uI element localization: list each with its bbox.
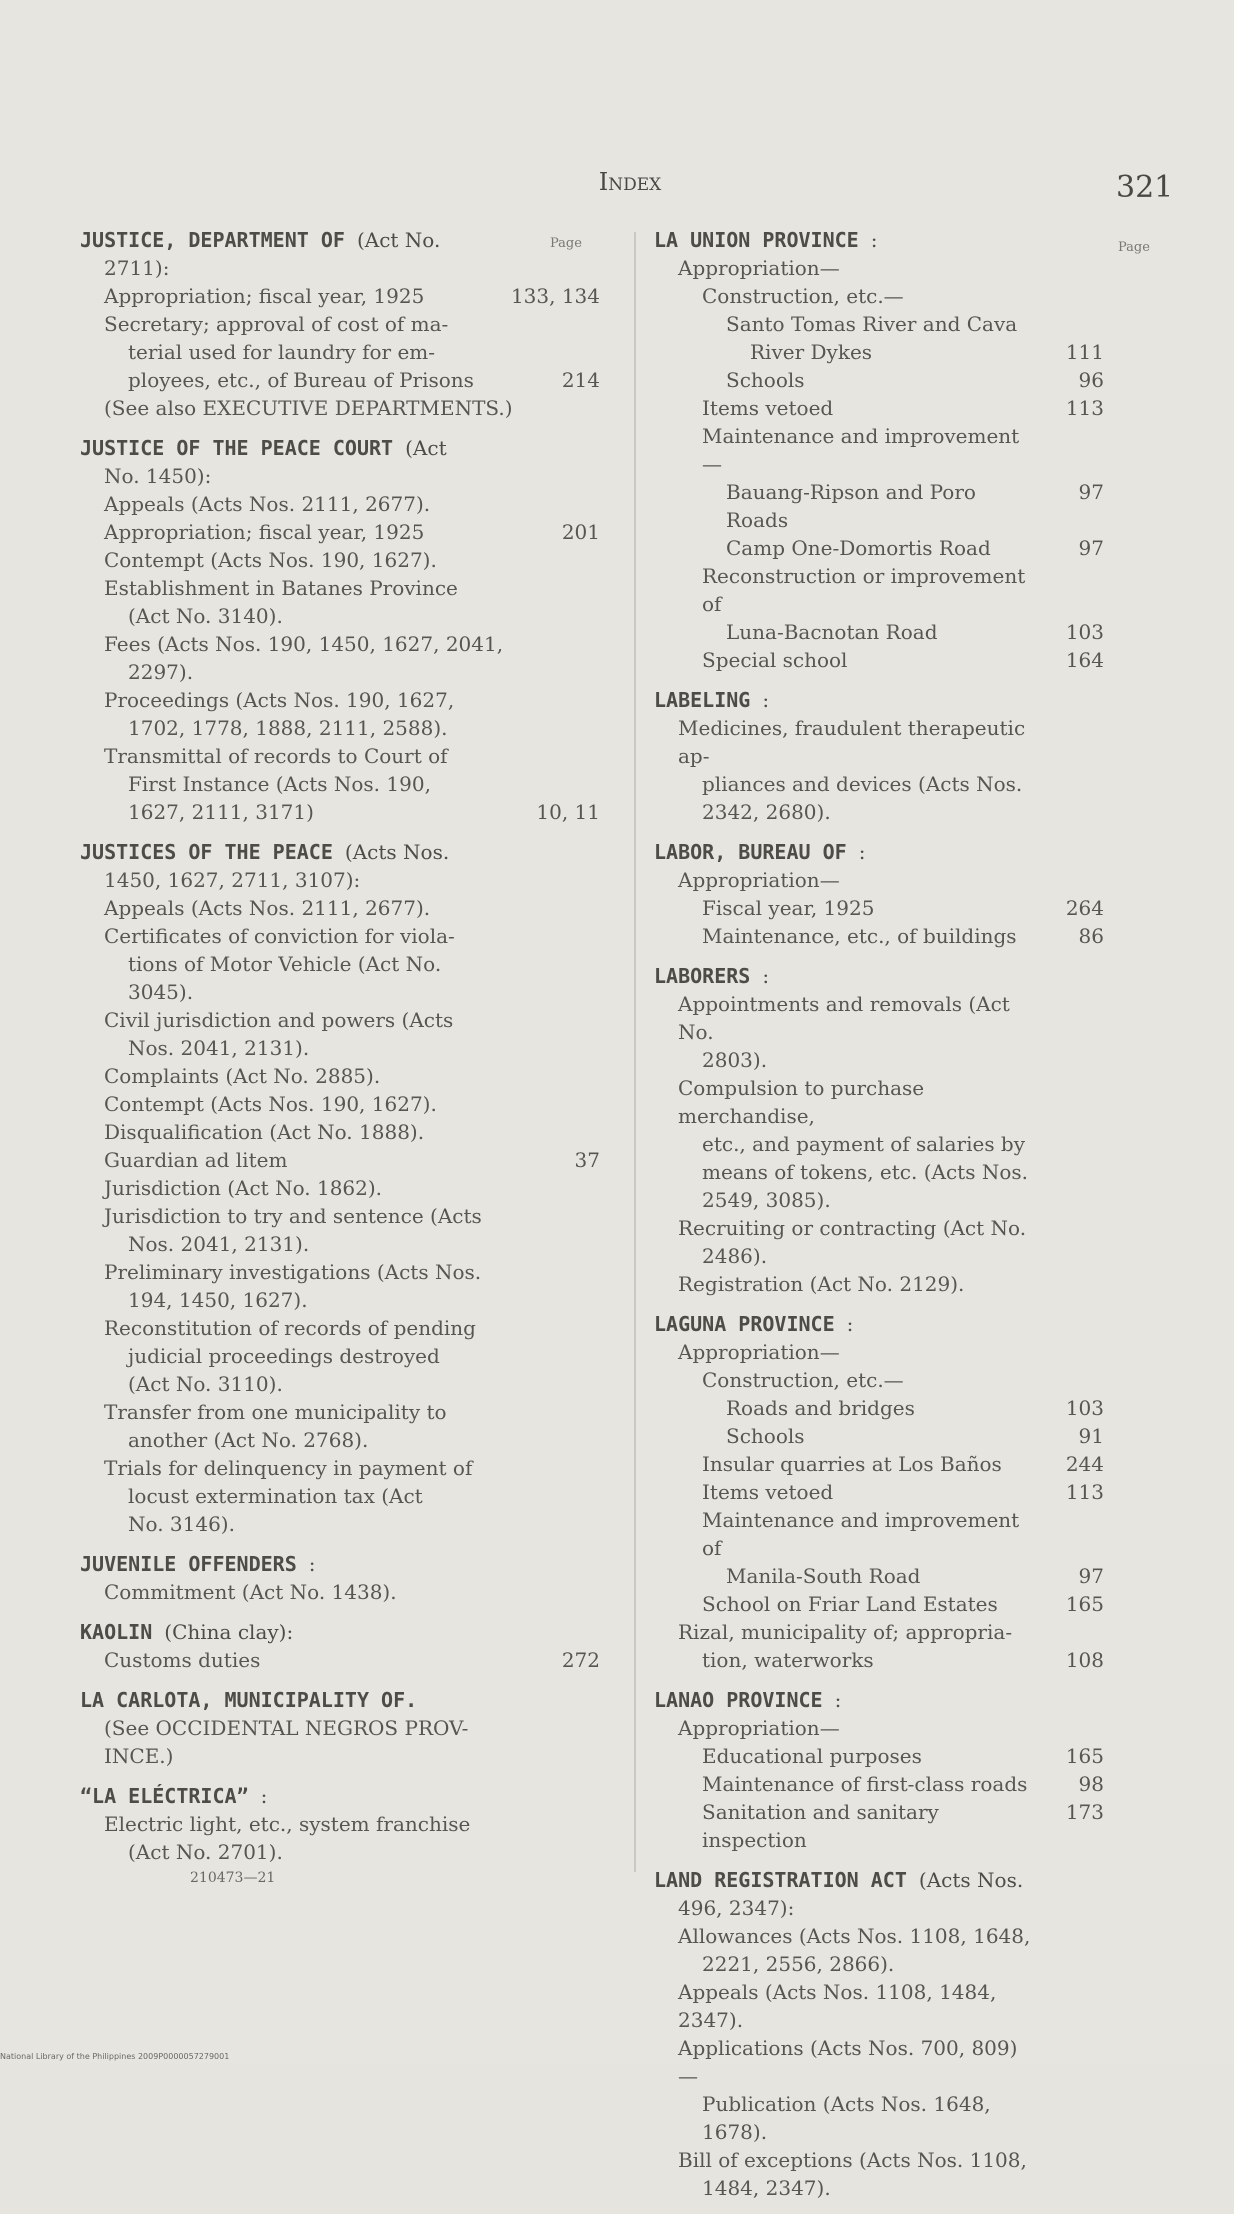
entry-page-ref: 97 <box>1078 480 1104 504</box>
entry-line-text: Transmittal of records to Court of <box>104 744 448 768</box>
entry-line-text: Appropriation— <box>678 1340 840 1364</box>
entry-page-ref: 98 <box>1078 1772 1104 1796</box>
entry-heading <box>80 1550 600 1578</box>
entry-line-text: Civil jurisdiction and powers (Acts <box>104 1008 454 1032</box>
entry-page-ref: 111 <box>1065 340 1104 364</box>
entry-heading <box>80 226 600 254</box>
entry-line-text: Allowances (Acts Nos. 1108, 1648, <box>678 1924 1031 1948</box>
entry-line <box>80 1646 600 1674</box>
entry-line <box>654 1074 1104 1130</box>
entry-line-text: Appropriation; fiscal year, 1925 <box>104 284 425 308</box>
entry-line <box>80 798 600 826</box>
entry-line-text: Jurisdiction to try and sentence (Acts <box>104 1204 482 1228</box>
entry-line <box>654 534 1104 562</box>
entry-line <box>80 922 600 950</box>
entry-page-ref: 91 <box>1078 1424 1104 1448</box>
entry-page-ref: 133, 134 <box>510 284 600 308</box>
entry-line-text: Appropriation— <box>678 1716 840 1740</box>
entry-line <box>80 1838 600 1866</box>
index-entry <box>80 226 600 422</box>
entry-line <box>654 1478 1104 1506</box>
entry-page-ref: 10, 11 <box>536 800 600 824</box>
entry-line <box>654 2146 1104 2174</box>
entry-heading-rest: : <box>846 1312 854 1336</box>
page-number: 321 <box>1116 170 1174 205</box>
entry-line <box>80 950 600 978</box>
entry-line <box>654 866 1104 894</box>
entry-heading-rest: (Acts Nos. <box>918 1868 1024 1892</box>
entry-line <box>654 618 1104 646</box>
entry-line <box>80 1286 600 1314</box>
index-entry <box>654 226 1104 674</box>
entry-line-text: Bill of exceptions (Acts Nos. 1108, <box>678 2148 1027 2172</box>
entry-line-text: judicial proceedings destroyed <box>128 1344 440 1368</box>
entry-line-text: 2549, 3085). <box>702 1188 831 1212</box>
entry-line-text: Camp One-Domortis Road <box>726 536 991 560</box>
entry-heading-text: KAOLIN <box>80 1620 153 1644</box>
entry-line-text: 2486). <box>702 1244 768 1268</box>
entry-line-text: Construction, etc.— <box>702 1368 904 1392</box>
entry-line-text: (Act No. 2701). <box>128 1840 283 1864</box>
entry-line-text: Appeals (Acts Nos. 1108, 1484, 2347). <box>678 1980 997 2032</box>
entry-line <box>80 1174 600 1202</box>
right-column <box>654 226 1104 2214</box>
entry-line <box>654 646 1104 674</box>
entry-heading-rest: (Acts Nos. <box>344 840 450 864</box>
entry-page-ref: 86 <box>1078 924 1104 948</box>
entry-line <box>654 1506 1104 1562</box>
entry-line-text: Transfer from one municipality to <box>104 1400 447 1424</box>
entry-line <box>80 978 600 1006</box>
entry-line-text: (See also EXECUTIVE DEPARTMENTS.) <box>104 396 513 420</box>
entry-line-text: Schools <box>726 1424 805 1448</box>
entry-heading <box>80 1686 600 1714</box>
entry-line <box>80 1810 600 1838</box>
entry-line-text: Bauang-Ripson and Poro Roads <box>726 480 976 532</box>
right-page-label: Page <box>1118 240 1150 255</box>
entry-line-text: Secretary; approval of cost of ma- <box>104 312 449 336</box>
entry-line <box>80 1034 600 1062</box>
entry-line-text: 194, 1450, 1627). <box>128 1288 308 1312</box>
entry-line <box>654 254 1104 282</box>
entry-line-text: Preliminary investigations (Acts Nos. <box>104 1260 482 1284</box>
entry-line <box>80 1118 600 1146</box>
entry-line <box>80 770 600 798</box>
entry-line <box>654 990 1104 1046</box>
entry-line <box>80 658 600 686</box>
entry-line-text: Maintenance, etc., of buildings <box>702 924 1017 948</box>
entry-line-text: Publication (Acts Nos. 1648, 1678). <box>702 2092 991 2144</box>
entry-line <box>80 518 600 546</box>
entry-page-ref: 173 <box>1065 1800 1104 1824</box>
entry-line-text: Items vetoed <box>702 396 834 420</box>
entry-line <box>654 714 1104 770</box>
entry-line <box>654 2034 1104 2090</box>
entry-heading-text: LAGUNA PROVINCE <box>654 1312 835 1336</box>
entry-heading-text: LAND REGISTRATION ACT <box>654 1868 907 1892</box>
entry-line <box>80 1482 600 1510</box>
entry-line <box>80 1062 600 1090</box>
entry-line-text: tions of Motor Vehicle (Act No. <box>128 952 442 976</box>
entry-line <box>654 1158 1104 1186</box>
entry-line <box>80 462 600 490</box>
entry-line-text: Maintenance and improvement of <box>702 1508 1020 1560</box>
index-entry <box>80 1618 600 1674</box>
entry-line-text: Appropriation— <box>678 256 840 280</box>
entry-line-text: Reconstitution of records of pending <box>104 1316 476 1340</box>
entry-heading <box>654 1310 1104 1338</box>
entry-line <box>654 1422 1104 1450</box>
entry-line <box>80 1314 600 1342</box>
entry-line-text: 496, 2347): <box>678 1896 795 1920</box>
entry-line <box>654 366 1104 394</box>
entry-line <box>654 1450 1104 1478</box>
entry-line <box>80 546 600 574</box>
entry-line <box>80 1230 600 1258</box>
entry-line <box>80 282 600 310</box>
entry-line-text: 2297). <box>128 660 194 684</box>
entry-line <box>654 1130 1104 1158</box>
entry-line <box>654 1046 1104 1074</box>
entry-line-text: Registration (Act No. 2129). <box>678 1272 965 1296</box>
entry-line-text: Applications (Acts Nos. 700, 809)— <box>678 2036 1018 2088</box>
entry-line-text: Schools <box>726 368 805 392</box>
entry-line <box>80 1202 600 1230</box>
entry-line <box>654 282 1104 310</box>
entry-line-text: tion, waterworks <box>702 1648 874 1672</box>
entry-line <box>80 602 600 630</box>
entry-line <box>654 770 1104 798</box>
entry-line <box>654 798 1104 826</box>
entry-page-ref: 165 <box>1065 1744 1104 1768</box>
entry-line <box>654 562 1104 618</box>
entry-line-text: (Act No. 3140). <box>128 604 283 628</box>
entry-line-text: Establishment in Batanes Province <box>104 576 458 600</box>
entry-page-ref: 201 <box>561 520 600 544</box>
entry-line-text: means of tokens, etc. (Acts Nos. <box>702 1160 1028 1184</box>
entry-line <box>654 1714 1104 1742</box>
entry-line <box>80 1742 600 1770</box>
entry-heading-text: LABELING <box>654 688 751 712</box>
entry-heading <box>80 1618 600 1646</box>
entry-heading-text: JUVENILE OFFENDERS <box>80 1552 297 1576</box>
entry-line-text: Contempt (Acts Nos. 190, 1627). <box>104 1092 437 1116</box>
entry-line <box>654 922 1104 950</box>
entry-page-ref: 96 <box>1078 368 1104 392</box>
entry-line-text: (See OCCIDENTAL NEGROS PROV- <box>104 1716 469 1740</box>
entry-line <box>80 1006 600 1034</box>
entry-line <box>80 574 600 602</box>
entry-line-text: Complaints (Act No. 2885). <box>104 1064 381 1088</box>
library-note: National Library of the Philippines 2009P0000057279001 <box>0 2052 230 2061</box>
entry-line-text: 3045). <box>128 980 194 1004</box>
index-entry <box>80 1686 600 1770</box>
entry-line-text: Guardian ad litem <box>104 1148 288 1172</box>
column-divider <box>634 232 636 1872</box>
entry-line-text: Reconstruction or improvement of <box>702 564 1026 616</box>
entry-page-ref: 165 <box>1065 1592 1104 1616</box>
entry-line <box>654 1618 1104 1646</box>
entry-line-text: Rizal, municipality of; appropria- <box>678 1620 1013 1644</box>
page-title: Index <box>598 168 662 196</box>
entry-line <box>654 422 1104 478</box>
entry-line <box>80 1454 600 1482</box>
entry-line <box>654 1270 1104 1298</box>
entry-line <box>654 2174 1104 2202</box>
entry-line <box>654 1366 1104 1394</box>
entry-page-ref: 164 <box>1065 648 1104 672</box>
entry-line <box>80 1342 600 1370</box>
entry-heading-text: LA CARLOTA, MUNICIPALITY OF. <box>80 1688 418 1712</box>
entry-page-ref: 37 <box>574 1148 600 1172</box>
entry-line-text: Construction, etc.— <box>702 284 904 308</box>
entry-line <box>80 1258 600 1286</box>
entry-line-text: Roads and bridges <box>726 1396 915 1420</box>
entry-page-ref: 272 <box>561 1648 600 1672</box>
entry-line <box>654 1242 1104 1270</box>
entry-line-text: 2711): <box>104 256 170 280</box>
entry-line <box>654 1894 1104 1922</box>
entry-line <box>80 1146 600 1174</box>
entry-line-text: Appointments and removals (Act No. <box>678 992 1010 1044</box>
entry-line-text: Nos. 2041, 2131). <box>128 1036 310 1060</box>
entry-line-text: etc., and payment of salaries by <box>702 1132 1026 1156</box>
entry-line <box>80 714 600 742</box>
index-entry <box>654 838 1104 950</box>
index-entry <box>80 1782 600 1866</box>
entry-heading-text: JUSTICE, DEPARTMENT OF <box>80 228 345 252</box>
entry-line-text: Proceedings (Acts Nos. 190, 1627, <box>104 688 455 712</box>
entry-line-text: Certificates of conviction for viola- <box>104 924 455 948</box>
entry-line-text: No. 3146). <box>128 1512 235 1536</box>
entry-heading-rest: : <box>260 1784 268 1808</box>
entry-line-text: Maintenance of first-class roads <box>702 1772 1028 1796</box>
entry-heading <box>654 838 1104 866</box>
entry-heading <box>654 1686 1104 1714</box>
entry-heading-text: LA UNION PROVINCE <box>654 228 859 252</box>
entry-heading-text: JUSTICES OF THE PEACE <box>80 840 333 864</box>
entry-line-text: Customs duties <box>104 1648 261 1672</box>
entry-heading <box>80 1782 600 1810</box>
entry-heading <box>654 962 1104 990</box>
entry-line-text: Disqualification (Act No. 1888). <box>104 1120 425 1144</box>
entry-page-ref: 244 <box>1065 1452 1104 1476</box>
entry-line-text: Appeals (Acts Nos. 2111, 2677). <box>104 492 431 516</box>
entry-line <box>654 1186 1104 1214</box>
entry-line <box>80 1426 600 1454</box>
entry-line-text: Medicines, fraudulent therapeutic ap- <box>678 716 1026 768</box>
entry-line <box>654 394 1104 422</box>
entry-line-text: Appeals (Acts Nos. 2111, 2677). <box>104 896 431 920</box>
index-entry <box>80 838 600 1538</box>
entry-line-text: Fees (Acts Nos. 190, 1450, 1627, 2041, <box>104 632 504 656</box>
entry-line-text: terial used for laundry for em- <box>128 340 436 364</box>
entry-line-text: Maintenance and improvement— <box>702 424 1020 476</box>
entry-heading-rest: : <box>870 228 878 252</box>
entry-line <box>654 894 1104 922</box>
entry-line <box>654 1922 1104 1950</box>
entry-line <box>654 1978 1104 2034</box>
entry-line <box>80 490 600 518</box>
entry-line-text: Recruiting or contracting (Act No. <box>678 1216 1027 1240</box>
entry-line-text: Luna-Bacnotan Road <box>726 620 938 644</box>
entry-line-text: No. 1450): <box>104 464 212 488</box>
entry-heading-text: LABOR, BUREAU OF <box>654 840 847 864</box>
entry-heading-text: “LA ELÉCTRICA” <box>80 1784 249 1808</box>
entry-heading-text: JUSTICE OF THE PEACE COURT <box>80 436 394 460</box>
entry-line <box>80 1510 600 1538</box>
entry-heading <box>654 686 1104 714</box>
index-entry <box>654 962 1104 1298</box>
entry-line <box>654 310 1104 338</box>
entry-line-text: 2221, 2556, 2866). <box>702 1952 895 1976</box>
entry-line-text: Contempt (Acts Nos. 190, 1627). <box>104 548 437 572</box>
index-entry <box>654 1310 1104 1674</box>
entry-line-text: 1627, 2111, 3171) <box>128 800 314 824</box>
entry-line-text: Nos. 2041, 2131). <box>128 1232 310 1256</box>
entry-heading-rest: (China clay): <box>164 1620 294 1644</box>
entry-line-text: Educational purposes <box>702 1744 922 1768</box>
entry-line <box>80 894 600 922</box>
entry-line-text: (Act No. 3110). <box>128 1372 283 1396</box>
entry-line <box>80 394 600 422</box>
entry-line <box>654 1590 1104 1618</box>
entry-page-ref: 103 <box>1065 1396 1104 1420</box>
entry-line <box>654 478 1104 534</box>
entry-line-text: Manila-South Road <box>726 1564 921 1588</box>
entry-line-text: ployees, etc., of Bureau of Prisons <box>128 368 474 392</box>
entry-page-ref: 113 <box>1065 1480 1104 1504</box>
entry-heading-rest: : <box>858 840 866 864</box>
entry-heading-rest: : <box>762 688 770 712</box>
entry-line <box>654 1798 1104 1854</box>
entry-line <box>654 1214 1104 1242</box>
entry-line <box>80 1090 600 1118</box>
entry-page-ref: 103 <box>1065 620 1104 644</box>
entry-line-text: Special school <box>702 648 848 672</box>
entry-page-ref: 113 <box>1065 396 1104 420</box>
left-page-label: Page <box>550 236 582 251</box>
entry-line-text: Sanitation and sanitary inspection <box>702 1800 939 1852</box>
entry-heading-rest: (Act <box>405 436 447 460</box>
entry-line-text: 1484, 2347). <box>702 2176 831 2200</box>
index-entry <box>654 1866 1104 2202</box>
entry-line-text: River Dykes <box>750 340 873 364</box>
entry-line-text: Fiscal year, 1925 <box>702 896 875 920</box>
entry-line <box>80 742 600 770</box>
left-column <box>80 226 600 1878</box>
entry-line-text: Compulsion to purchase merchandise, <box>678 1076 925 1128</box>
entry-line-text: First Instance (Acts Nos. 190, <box>128 772 431 796</box>
entry-line-text: Electric light, etc., system franchise <box>104 1812 471 1836</box>
entry-line <box>80 1398 600 1426</box>
entry-line <box>654 1394 1104 1422</box>
entry-line <box>80 1714 600 1742</box>
printer-code: 210473—21 <box>190 1870 276 1886</box>
entry-heading <box>654 1866 1104 1894</box>
index-entry <box>654 686 1104 826</box>
entry-line-text: another (Act No. 2768). <box>128 1428 369 1452</box>
entry-page-ref: 108 <box>1065 1648 1104 1672</box>
entry-line-text: 2342, 2680). <box>702 800 831 824</box>
entry-line-text: Commitment (Act No. 1438). <box>104 1580 397 1604</box>
entry-line <box>654 1770 1104 1798</box>
entry-line <box>654 1950 1104 1978</box>
entry-heading-text: LABORERS <box>654 964 751 988</box>
entry-line <box>80 338 600 366</box>
entry-line-text: Appropriation; fiscal year, 1925 <box>104 520 425 544</box>
entry-line-text: Appropriation— <box>678 868 840 892</box>
entry-heading-rest: : <box>308 1552 316 1576</box>
entry-line <box>654 1646 1104 1674</box>
entry-heading <box>80 434 600 462</box>
entry-line-text: locust extermination tax (Act <box>128 1484 423 1508</box>
entry-line-text: 1450, 1627, 2711, 3107): <box>104 868 361 892</box>
entry-page-ref: 97 <box>1078 1564 1104 1588</box>
entry-heading-rest: : <box>762 964 770 988</box>
entry-line <box>80 366 600 394</box>
entry-heading <box>80 838 600 866</box>
entry-line-text: 2803). <box>702 1048 768 1072</box>
index-entry <box>654 1686 1104 1854</box>
entry-line <box>654 1742 1104 1770</box>
entry-heading-text: LANAO PROVINCE <box>654 1688 823 1712</box>
entry-line <box>80 254 600 282</box>
entry-line-text: Insular quarries at Los Baños <box>702 1452 1002 1476</box>
entry-heading <box>654 226 1104 254</box>
entry-line <box>80 1578 600 1606</box>
entry-line-text: INCE.) <box>104 1744 174 1768</box>
entry-line <box>80 630 600 658</box>
entry-heading-rest: (Act No. <box>356 228 441 252</box>
entry-line <box>80 866 600 894</box>
entry-line <box>80 310 600 338</box>
entry-line-text: School on Friar Land Estates <box>702 1592 998 1616</box>
entry-page-ref: 214 <box>561 368 600 392</box>
index-entry <box>80 434 600 826</box>
entry-line-text: Santo Tomas River and Cava <box>726 312 1018 336</box>
entry-line <box>654 338 1104 366</box>
entry-line-text: pliances and devices (Acts Nos. <box>702 772 1023 796</box>
entry-line <box>654 1562 1104 1590</box>
entry-heading-rest: : <box>834 1688 842 1712</box>
index-entry <box>80 1550 600 1606</box>
entry-page-ref: 264 <box>1065 896 1104 920</box>
entry-page-ref: 97 <box>1078 536 1104 560</box>
entry-line <box>80 686 600 714</box>
entry-line-text: 1702, 1778, 1888, 2111, 2588). <box>128 716 448 740</box>
entry-line-text: Items vetoed <box>702 1480 834 1504</box>
entry-line <box>80 1370 600 1398</box>
entry-line-text: Jurisdiction (Act No. 1862). <box>104 1176 383 1200</box>
entry-line-text: Trials for delinquency in payment of <box>104 1456 473 1480</box>
entry-line <box>654 1338 1104 1366</box>
entry-line <box>654 2090 1104 2146</box>
